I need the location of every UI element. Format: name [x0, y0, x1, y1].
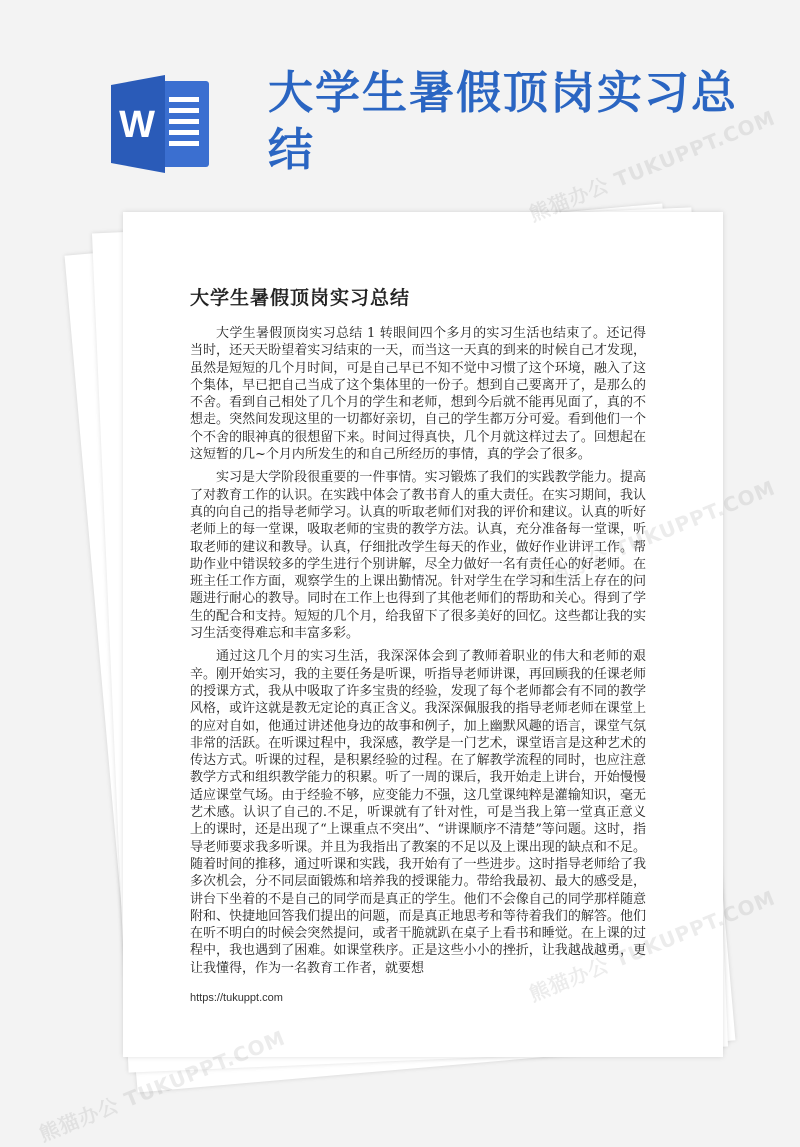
watermark: 熊猫办公 [35, 1092, 123, 1147]
word-icon-letter: W [119, 104, 155, 146]
document-body [190, 325, 646, 983]
paragraph-2: 实习是大学阶段很重要的一件事情。实习锻炼了我们的实践教学能力。提高了对教育工作的认识。在实践中体会了教书育人的重大责任。在实习期间，我认真的向自己的指导老师学习。认真的听取老师们对我的评价和建议。认真的听好老师上的每一堂课，吸取老师的宝贵的教学方法。认真，充分准备每一堂课，听取老师的建议和教导。认真，仔细批改学生每天的作业，做好作业讲评工作。帮助作业中错误较多的学生进行个别讲解，尽全力做好一名有责任心的好老师。在班主任工作方面，观察学生的上课出勤情况。针对学生在学习和生活上存在的问题进行耐心的教导。同时在工作上也得到了其他老师们的帮助和关心。得到了学生的配合和支持。短短的几个月，给我留下了很多美好的回忆。这些都让我的实习生活变得难忘和丰富多彩。 [190, 470, 646, 642]
watermark: 熊猫办公 TUKUPPT.COM [525, 105, 779, 227]
word-document-icon [107, 71, 213, 177]
document-title: 大学生暑假顶岗实习总结 [190, 287, 411, 309]
footer-url: https://tukuppt.com [190, 992, 283, 1004]
banner-title: 大学生暑假顶岗实习总结 [268, 66, 739, 176]
paragraph-1: 大学生暑假顶岗实习总结 1 转眼间四个多月的实习生活也结束了。还记得当时，还天天盼望着实习结束的一天，而当这一天真的到来的时候自己才发现，虽然是短短的几个月时间，可是自己早已不知不觉中习惯了这个环境，融入了这个集体，早已把自己当成了这个集体里的一份子。想到自己要离开了，是那么的不舍。看到自己相处了几个月的学生和老师，想到今后就不能再见面了，真的不想走。突然间发现这里的一切都好亲切，自己的学生都万分可爱。看到他们一个个不舍的眼神真的很想留下来。时间过得真快，几个月就这样过去了。回想起在这短暂的几~个月内所发生的和自己所经历的事情，真的学会了很多。 [190, 326, 646, 463]
paragraph-3: 通过这几个月的实习生活，我深深体会到了教师着职业的伟大和老师的艰辛。刚开始实习，我的主要任务是听课，听指导老师讲课，再回顾我的任课老师的授课方式，我从中吸取了许多宝贵的经验，发现了每个老师都会有不同的教学风格，或许这就是教无定论的真正含义。我深深佩服我的指导老师老师在课堂上的应对自如，他通过讲述他身边的故事和例子，加上幽默风趣的语言，课堂气氛非常的活跃。在听课过程中，我深感，教学是一门艺术，课堂语言是这种艺术的传达方式。听课的过程，是积累经验的过程。在了解教学流程的同时，也应注意教学方式和组织教学能力的积累。听了一周的课后，我开始走上讲台，开始慢慢适应课堂气场。由于经验不够，应变能力不强，这几堂课纯粹是灌输知识，毫无艺术感。认识了自己的.不足，听课就有了针对性，可是当我上第一堂真正意义上的课时，还是出现了“上课重点不突出”、“讲课顺序不清楚”等问题。这时，指导老师要求我多听课。并且为我指出了教案的不足以及上课出现的缺点和不足。随着时间的推移，通过听课和实践，我开始有了一些进步。这时指导老师给了我多次机会，分不同层面锻炼和培养我的授课能力。带给我最初、最大的感受是，讲台下坐着的不是自己的同学而是真正的学生。他们不会像自己的同学那样随意附和、快捷地回答我们提出的问题，而是真正地思考和等待着我们的解答。他们在听不明白的时候会突然提问，或者干脆就趴在桌子上看书和睡觉。在上课的过程中，我也遇到了困难。如课堂秩序。正是这些小小的挫折，让我越战越勇，更让我懂得，作为一名教育工作者，就要想 [190, 649, 646, 976]
